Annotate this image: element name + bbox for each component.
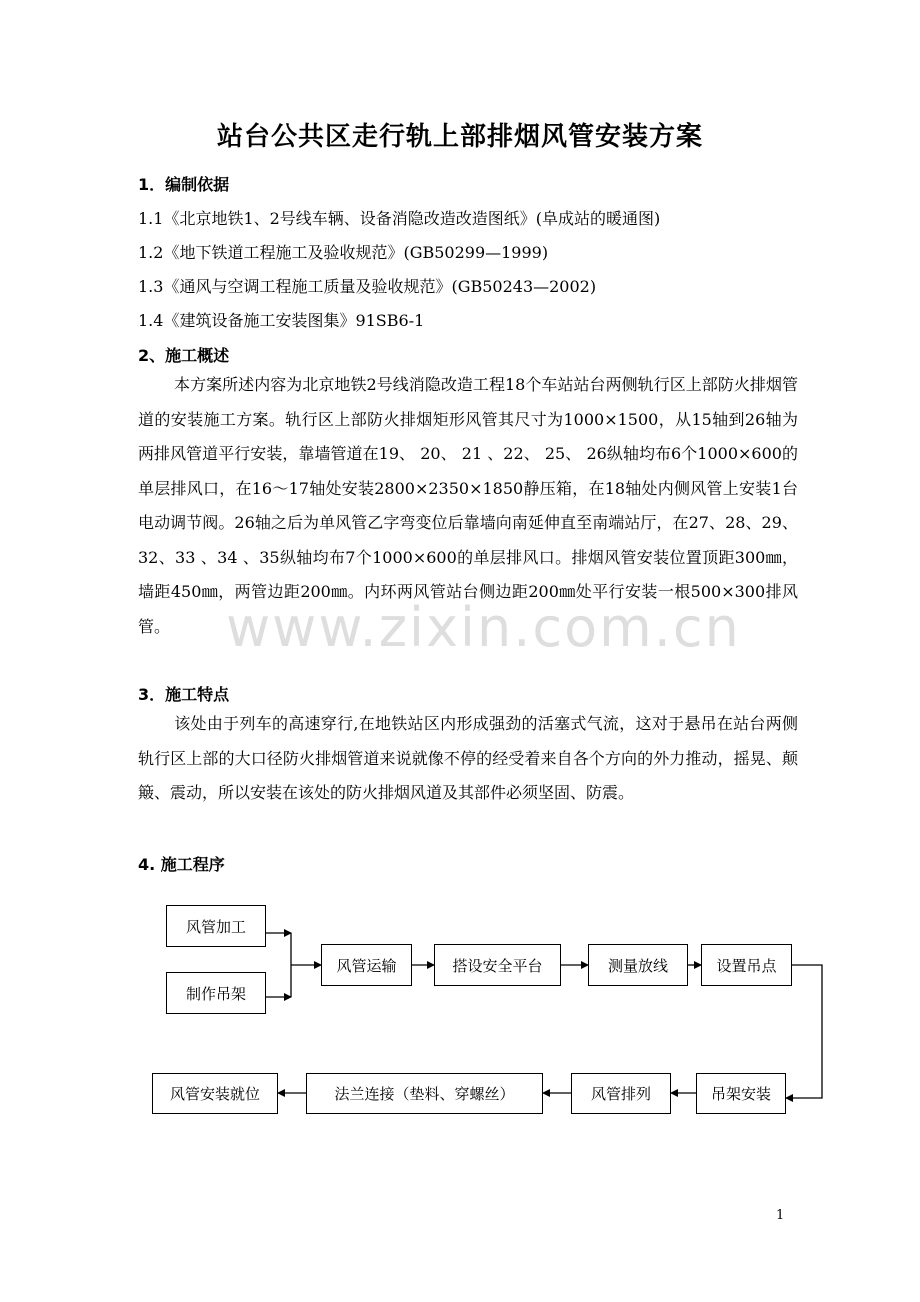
flow-step-duct-in-place: 风管安装就位 xyxy=(152,1073,278,1114)
flow-step-duct-fabrication: 风管加工 xyxy=(166,905,266,947)
section-2-heading: 2、施工概述 xyxy=(138,346,230,365)
flow-step-survey-layout: 测量放线 xyxy=(588,944,688,986)
page-number: 1 xyxy=(776,1208,785,1223)
flow-step-hanger-fabrication: 制作吊架 xyxy=(166,972,266,1014)
reference-item-1: 1.1《北京地铁1、2号线车辆、设备消隐改造改造图纸》(阜成站的暖通图) xyxy=(138,209,661,228)
flow-step-flange-connection: 法兰连接（垫料、穿螺丝） xyxy=(306,1073,543,1114)
reference-item-2: 1.2《地下铁道工程施工及验收规范》(GB50299—1999) xyxy=(138,243,549,262)
features-text: 该处由于列车的高速穿行,在地铁站区内形成强劲的活塞式气流，这对于悬吊在站台两侧轨行区上部的大口径防火排烟管道来说就像不停的经受着来自各个方向的外力推动，摇晃、颠簸、震动，所以安装在该处的防火排烟风道及其部件必须坚固、防震。 xyxy=(138,714,798,802)
flow-step-hanger-install: 吊架安装 xyxy=(696,1073,786,1114)
watermark: www.zixin.com.cn xyxy=(226,596,741,659)
flow-step-safety-platform: 搭设安全平台 xyxy=(434,944,561,986)
flow-step-duct-transport: 风管运输 xyxy=(321,944,412,986)
reference-item-4: 1.4《建筑设备施工安装图集》91SB6-1 xyxy=(138,311,425,330)
section-4-heading: 4. 施工程序 xyxy=(138,855,225,874)
flow-step-hanging-points: 设置吊点 xyxy=(701,944,792,986)
section-3-heading: 3．施工特点 xyxy=(138,685,230,704)
reference-item-3: 1.3《通风与空调工程施工质量及验收规范》(GB50243—2002) xyxy=(138,277,597,296)
page-title: 站台公共区走行轨上部排烟风管安装方案 xyxy=(216,122,703,152)
section-1-heading: 1．编制依据 xyxy=(138,175,230,194)
overview-text: 本方案所述内容为北京地铁2号线消隐改造工程18个车站站台两侧轨行区上部防火排烟管道的安装施工方案。轨行区上部防火排烟矩形风管其尺寸为1000×1500，从15轴到26轴为两排风管道平行安装，靠墙管道在19、 20、 21 、22、 25、 26纵轴均布6个1000×600的单层排风口，在16～17轴处安装2800×2350×1850静压箱，在18轴处内侧风管上安装1台电动调节阀。26轴之后为单风管乙字弯变位后靠墙向南延伸直至南端站厅，在27、28、29、32、33 、34 、35纵轴均布7个1000×600的单层排风口。排烟风管安装位置顶距300㎜，墙距450㎜，两管边距200㎜。内环两风管站台侧边距200㎜处平行安装一根500×300排风管。 xyxy=(138,375,798,636)
flow-step-duct-arrangement: 风管排列 xyxy=(571,1073,671,1114)
